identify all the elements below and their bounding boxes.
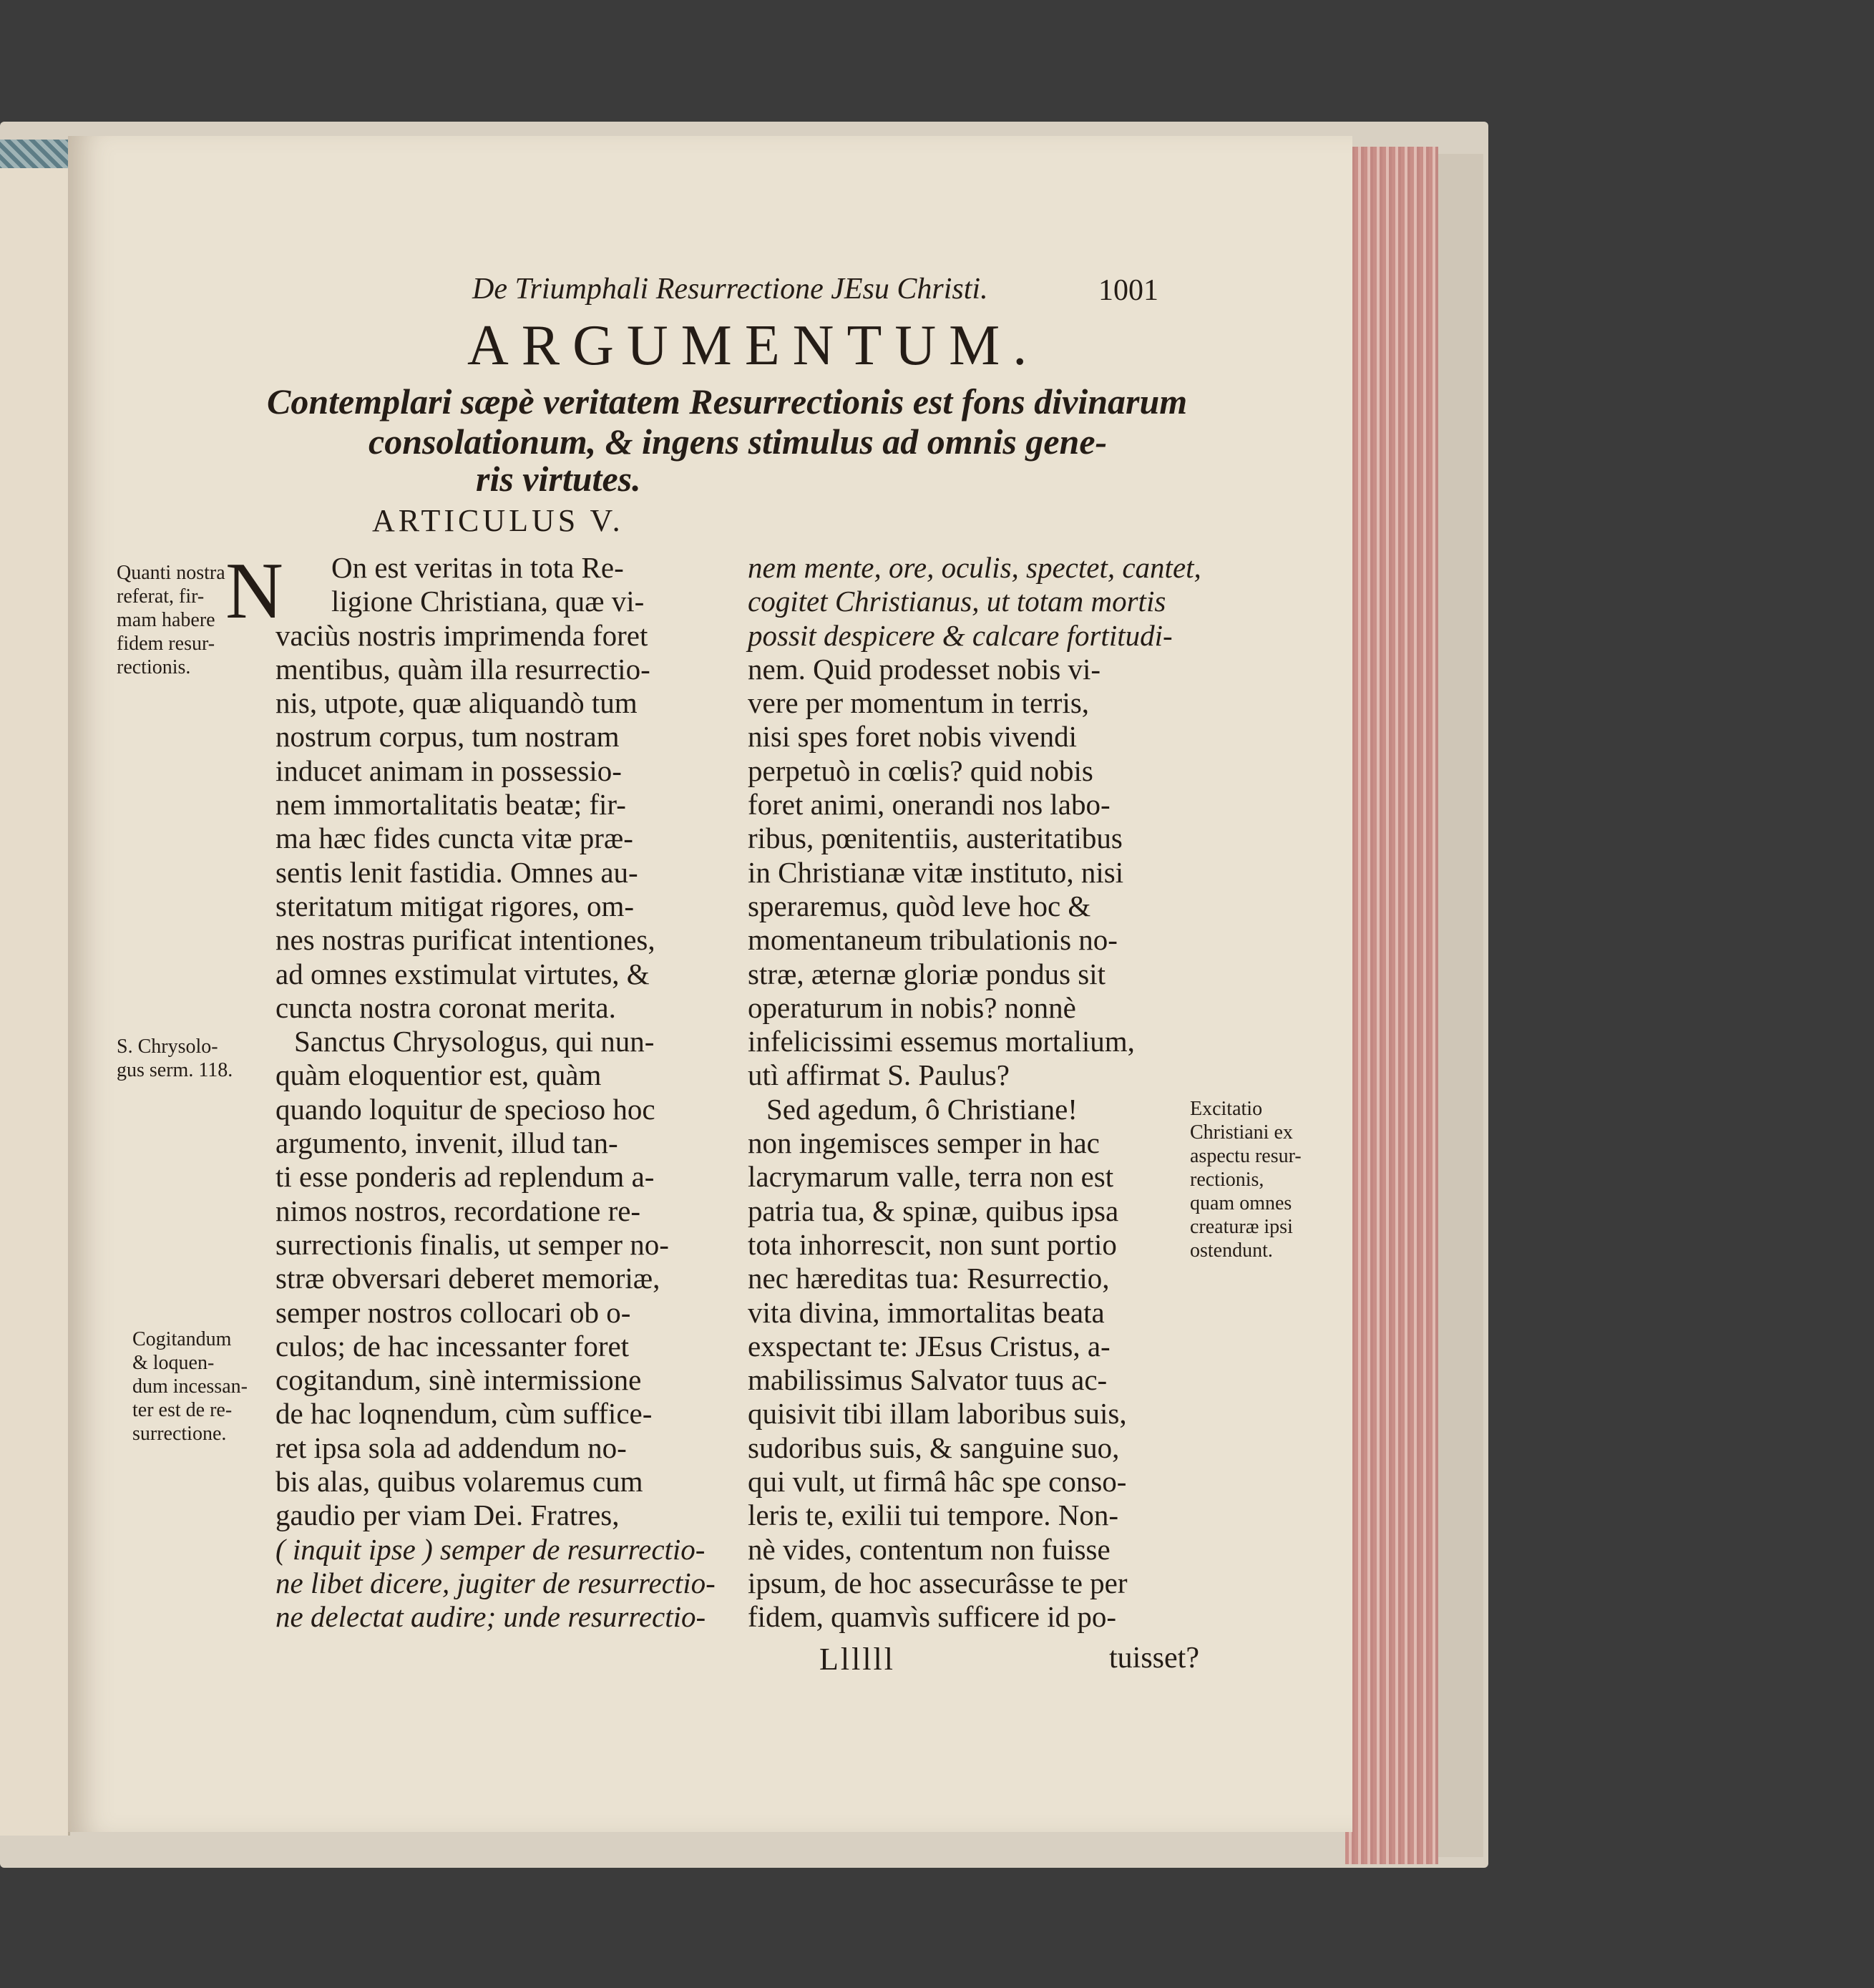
text-line: utì affirmat S. Paulus?	[748, 1058, 1010, 1092]
text-line: momentaneum tribulationis no-	[748, 923, 1118, 957]
text-line: leris te, exilii tui tempore. Non-	[748, 1499, 1119, 1532]
text-line: stræ obversari deberet memoriæ,	[275, 1262, 660, 1295]
text-line: nem immortalitatis beatæ; fir-	[275, 788, 626, 822]
margin-note-line: rectionis.	[117, 656, 191, 678]
text-line: infelicissimi essemus mortalium,	[748, 1025, 1135, 1058]
text-line: Sanctus Chrysologus, qui nun-	[294, 1025, 655, 1058]
text-line: gaudio per viam Dei. Fratres,	[275, 1499, 620, 1532]
text-line: perpetuò in cœlis? quid nobis	[748, 754, 1093, 787]
text-line: ret ipsa sola ad addendum no-	[275, 1431, 627, 1464]
running-head: De Triumphali Resurrectione JEsu Christi.	[472, 273, 988, 306]
text-line: nem mente, ore, oculis, spectet, cantet,	[748, 551, 1201, 584]
text-line: cogitandum, sinè intermissione	[275, 1363, 642, 1397]
text-line: mentibus, quàm illa resurrectio-	[275, 652, 650, 686]
text-line: quàm eloquentior est, quàm	[275, 1058, 602, 1092]
margin-note	[117, 1035, 233, 1082]
right-text-column	[748, 551, 1201, 1634]
text-line: cogitet Christianus, ut totam mortis	[748, 585, 1166, 618]
page-fore-edge	[1345, 147, 1438, 1864]
margin-note	[132, 1327, 248, 1446]
signature-mark: Llllll	[819, 1642, 895, 1677]
text-line: mabilissimus Salvator tuus ac-	[748, 1363, 1108, 1397]
text-line: stræ, æternæ gloriæ pondus sit	[748, 957, 1106, 990]
book-page	[68, 136, 1352, 1832]
subtitle-line: ris virtutes.	[476, 459, 641, 499]
text-line: nè vides, contentum non fuisse	[748, 1532, 1111, 1566]
margin-note-line: mam habere	[117, 609, 215, 631]
margin-note-line: Christiani ex	[1190, 1121, 1293, 1144]
margin-note-line: referat, fir-	[117, 585, 205, 608]
drop-cap: N	[225, 547, 283, 635]
text-line: foret animi, onerandi nos labo-	[748, 788, 1111, 822]
text-line: semper nostros collocari ob o-	[275, 1295, 631, 1329]
text-line: exspectant te: JEsus Cristus, a-	[748, 1329, 1111, 1363]
margin-note-line: rectionis,	[1190, 1169, 1264, 1191]
margin-note-line: quam omnes	[1190, 1192, 1292, 1214]
text-line: ( inquit ipse ) semper de resurrectio-	[275, 1532, 706, 1566]
text-line: inducet animam in possessio-	[275, 754, 622, 787]
text-line: nec hæreditas tua: Resurrectio,	[748, 1262, 1110, 1295]
text-line: nem. Quid prodesset nobis vi-	[748, 652, 1101, 686]
text-line: nis, utpote, quæ aliquandò tum	[275, 686, 638, 720]
margin-note	[1190, 1097, 1302, 1262]
text-line: nostrum corpus, tum nostram	[275, 720, 620, 754]
text-line: fidem, quamvìs sufficere id po-	[748, 1600, 1117, 1634]
margin-note-line: ostendunt.	[1190, 1239, 1273, 1262]
text-line: ad omnes exstimulat virtutes, &	[275, 957, 650, 990]
margin-note-line: S. Chrysolo-	[117, 1036, 218, 1058]
text-line: tota inhorrescit, non sunt portio	[748, 1227, 1117, 1261]
catchword: tuisset?	[1109, 1642, 1199, 1675]
text-line: de hac loqnendum, cùm suffice-	[275, 1397, 653, 1431]
margin-note-line: creaturæ ipsi	[1190, 1216, 1293, 1238]
margin-note-line: aspectu resur-	[1190, 1145, 1302, 1167]
margin-note-line: Quanti nostra	[117, 562, 225, 584]
text-line: quisivit tibi illam laboribus suis,	[748, 1397, 1127, 1431]
subtitle-line: Contemplari sæpè veritatem Resurrectionis est fons divinarum	[267, 381, 1188, 422]
text-line: steritatum mitigat rigores, om-	[275, 889, 635, 922]
page-number: 1001	[1098, 274, 1158, 307]
text-line: nisi spes foret nobis vivendi	[748, 720, 1078, 754]
text-line: sentis lenit fastidia. Omnes au-	[275, 855, 638, 889]
margin-note-line: gus serm. 118.	[117, 1059, 233, 1081]
margin-note-line: dum incessan-	[132, 1375, 248, 1398]
margin-note-line: fidem resur-	[117, 633, 215, 655]
text-line: ribus, pœnitentiis, austeritatibus	[748, 822, 1123, 855]
text-line: vere per momentum in terris,	[748, 686, 1090, 720]
subtitle-line: consolationum, & ingens stimulus ad omnis gene-	[369, 422, 1108, 462]
section-heading: ARTICULUS V.	[372, 503, 624, 538]
text-line: ipsum, de hoc assecurâsse te per	[748, 1566, 1128, 1599]
text-line: sudoribus suis, & sanguine suo,	[748, 1431, 1120, 1464]
margin-note-line: surrectione.	[132, 1423, 227, 1445]
margin-note-line: ter est de re-	[132, 1399, 233, 1421]
text-line: nes nostras purificat intentiones,	[275, 923, 655, 957]
text-line: surrectionis finalis, ut semper no-	[275, 1227, 669, 1261]
text-line: ne libet dicere, jugiter de resurrectio-	[275, 1566, 716, 1599]
text-line: non ingemisces semper in hac	[748, 1126, 1100, 1160]
text-line: ne delectat audire; unde resurrectio-	[275, 1600, 706, 1634]
text-line: ti esse ponderis ad replendum a-	[275, 1160, 655, 1194]
text-line: qui vult, ut firmâ hâc spe conso-	[748, 1465, 1127, 1499]
text-line: nimos nostros, recordatione re-	[275, 1194, 641, 1227]
margin-note-line: Cogitandum	[132, 1328, 232, 1350]
text-line: quando loquitur de specioso hoc	[275, 1092, 655, 1126]
text-line: in Christianæ vitæ instituto, nisi	[748, 855, 1124, 889]
text-line: cuncta nostra coronat merita.	[275, 990, 616, 1024]
text-line: lacrymarum valle, terra non est	[748, 1160, 1114, 1194]
text-line: vita divina, immortalitas beata	[748, 1295, 1105, 1329]
text-line: speraremus, quòd leve hoc &	[748, 889, 1091, 922]
left-text-column	[275, 551, 716, 1634]
text-line: patria tua, & spinæ, quibus ipsa	[748, 1194, 1119, 1227]
margin-note-line: & loquen-	[132, 1352, 215, 1374]
previous-page-edge	[0, 168, 70, 1836]
text-line: On est veritas in tota Re-	[331, 551, 624, 584]
page-title: ARGUMENTUM.	[467, 314, 1040, 377]
text-line: Sed agedum, ô Christiane!	[766, 1092, 1078, 1126]
text-line: argumento, invenit, illud tan-	[275, 1126, 618, 1160]
margin-note-line: Excitatio	[1190, 1098, 1263, 1120]
text-line: possit despicere & calcare fortitudi-	[748, 618, 1173, 652]
text-line: ma hæc fides cuncta vitæ præ-	[275, 822, 633, 855]
text-line: bis alas, quibus volaremus cum	[275, 1465, 643, 1499]
text-line: ligione Christiana, quæ vi-	[331, 585, 645, 618]
margin-note	[117, 561, 225, 679]
text-line: vaciùs nostris imprimenda foret	[275, 618, 648, 652]
text-line: operaturum in nobis? nonnè	[748, 990, 1076, 1024]
text-line: culos; de hac incessanter foret	[275, 1329, 630, 1363]
